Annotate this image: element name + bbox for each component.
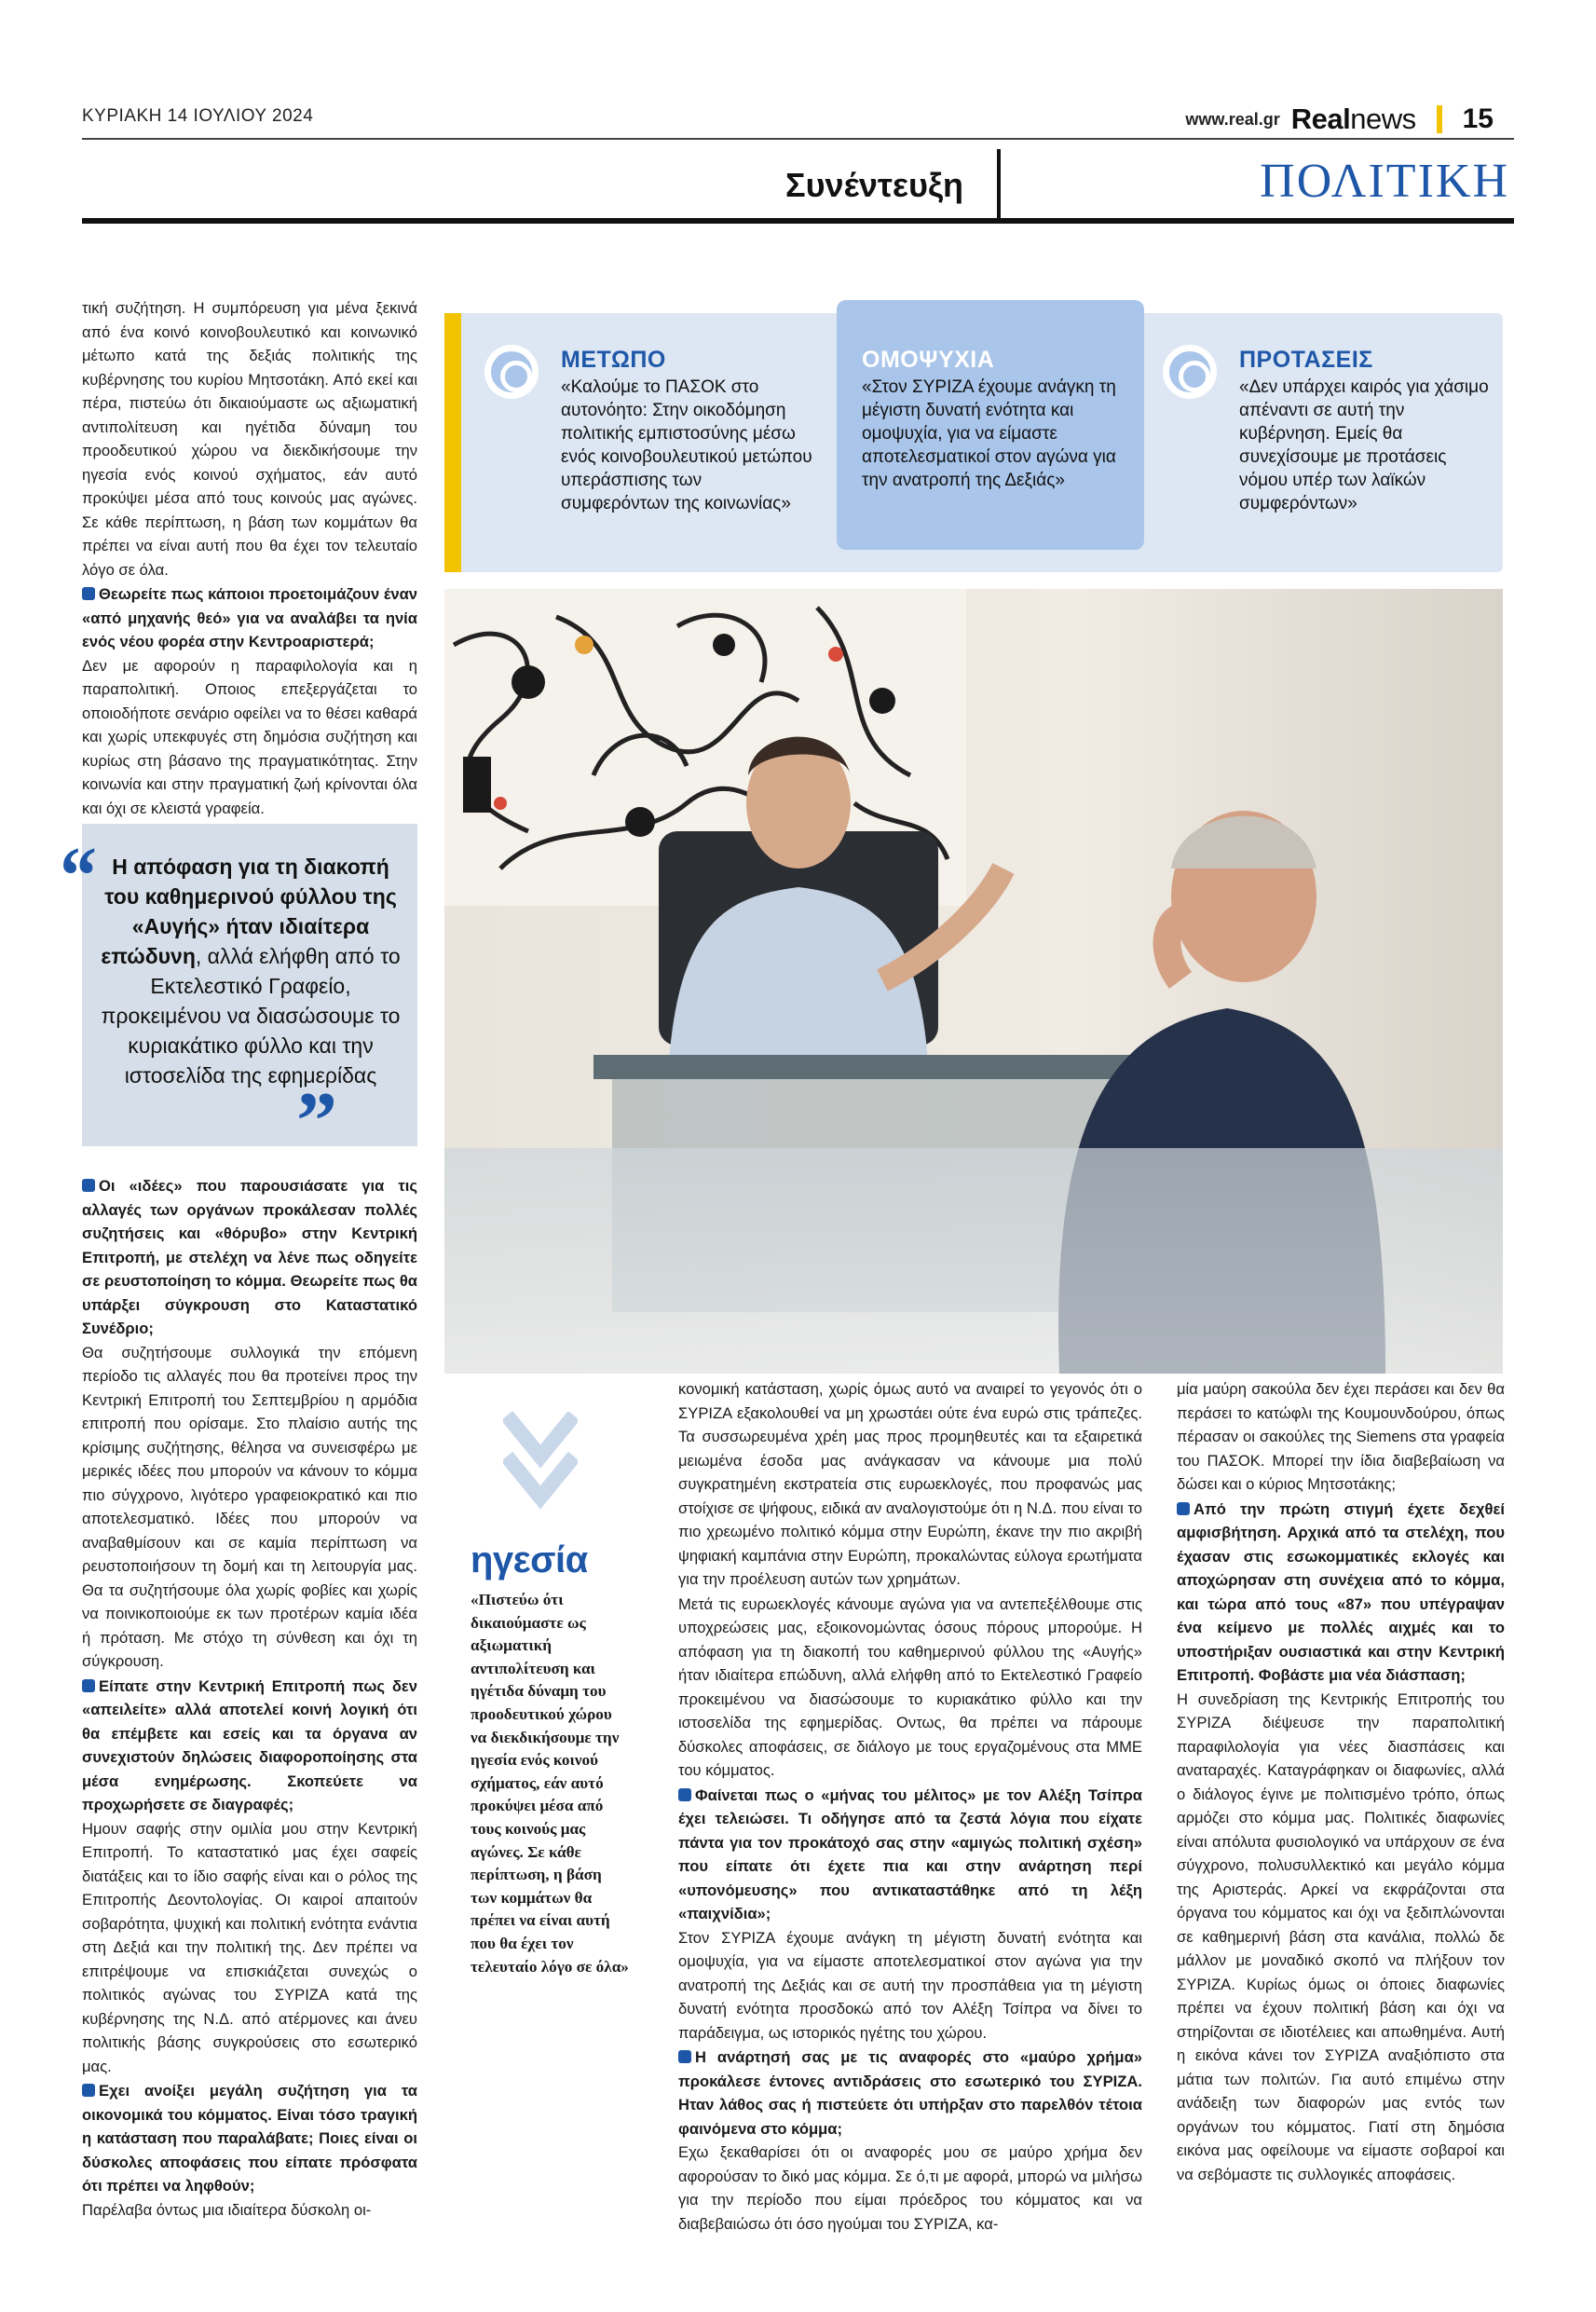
highlight-omopsychia	[862, 347, 1132, 492]
leadership-title: ηγεσία	[471, 1539, 588, 1580]
interview-question	[1177, 1498, 1505, 1688]
answer-paragraph: Δεν με αφορούν η παραφιλολογία και η παραπολιτική. Οποιος επεξεργάζεται το οποιοδήποτε σενάριο οφείλει να το θέσει καθαρά και χωρίς υπεκφυγές στη δημόσια συζήτηση και κυρίως στη βάσανο της πραγματικότητας. Στην κοινωνία και στην πραγματική ζωή κρίνονται όλα και όχι σε κλειστά γραφεία.	[82, 656, 417, 817]
answer-paragraph: τική συζήτηση. Η συμπόρευση για μένα ξεκινά από ένα κοινό κοινοβουλευτικό και κοινωνικό μέτωπο κατά της δεξιάς πολιτικής της κυβέρνησης του κυρίου Μητσοτάκη. Από εκεί και πέρα, πιστεύω ότι δικαιούμαστε ως αξιωματική αντιπολίτευση και ηγέτιδα δύναμη του προοδευτικού χώρου να διεκδικήσουμε την ηγεσία ενός κοινού σχήματος, εάν αυτό προκύψει μέσα από τους κοινούς μας αγώνες. Σε κάθε περίπτωση, η βάση των κομμάτων θα πρέπει να είναι αυτή που θα έχει τον τελευταίο λόγο σε όλα.	[82, 299, 417, 579]
interview-question	[82, 582, 417, 654]
highlights-yellow-bar	[444, 313, 461, 572]
answer-paragraph: Θα συζητήσουμε συλλογικά την επόμενη περίοδο τις αλλαγές που θα προτείνει προς την Κεντρική Επιτροπή του Σεπτεμβρίου η αρμόδια επιτροπή που ορίσαμε. Στο πλαίσιο αυτής της κρίσιμης συζήτησης, θέλησα να συνεισφέρω με μερικές ιδέες που μπορούν να κάνουν το κόμμα πιο σύγχρονο, λιγότερο γραφειοκρατικό και πιο αποτελεσματικό. Ιδέες που μπορούν να αναβαθμίσουν και σε καμία περίπτωση να ρευστοποιήσουν τη δομή και τη λειτουργία μας. Θα τα συζητήσουμε όλα χωρίς φοβίες και χωρίς να ποινικοποιούμε εκ των προτέρων καμία ιδέα ή πρόταση. Με στόχο τη σύνθεση και όχι τη σύγκρουση.	[82, 1343, 417, 1670]
interview-photo-illustration	[444, 589, 1503, 1374]
answer-paragraph: μία μαύρη σακούλα δεν έχει περάσει και δεν θα περάσει το κατώφλι της Κουμουνδούρου, όπως πέρασαν οι σακούλες της Siemens στα γραφεία του ΠΑΣΟΚ. Μπορεί την ίδια διαβεβαίωση να δώσει και ο κύριος Μητσοτάκης;	[1177, 1380, 1505, 1493]
leadership-quote: «Πιστεύω ότι δικαιούμαστε ως αξιωματική αντιπολίτευση και ηγέτιδα δύναμη του προοδευτικού χώρου να διεκδικήσουμε την ηγεσία ενός κοινού σχήματος, εάν αυτό προκύψει μέσα από τους κοινούς μας αγώνες. Σε κάθε περίπτωση, η βάση των κομμάτων θα πρέπει να είναι αυτή που θα έχει τον τελευταίο λόγο σε όλα»	[471, 1591, 629, 1976]
page-number: 15	[1462, 103, 1494, 134]
pull-quote-regular: , αλλά ελήφθη από το Εκτελεστικό Γραφείο, προκειμένου να διασώσουμε το κυριακάτικο φύλλο και την ιστοσελίδα της εφημερίδας	[101, 944, 401, 1088]
question-text: Η ανάρτησή σας με τις αναφορές στο «μαύρο χρήμα» προκάλεσε έντονες αντιδράσεις στο εσωτερικό του ΣΥΡΙΖΑ. Ηταν λάθος σας ή πιστεύετε ότι υπήρξαν στο παρελθόν τέτοια φαινόμενα στο κόμμα;	[678, 2048, 1142, 2138]
logo-bold: Real	[1290, 103, 1351, 135]
answer-paragraph: Ημουν σαφής στην ομιλία μου στην Κεντρική Επιτροπή. Το καταστατικό μας έχει σαφείς διατάξεις και το ίδιο σαφής είναι και ο ρόλος της Επιτροπής Δεοντολογίας. Οι καιροί απαιτούν σοβαρότητα, ψυχική και πολιτική ενότητα ενάντια στη Δεξιά και την πολιτική της. Δεν πρέπει να επιτρέψουμε να επισκιάζεται συνεχώς ο πολιτικός αγώνας του ΣΥΡΙΖΑ κατά της κυβέρνησης της Ν.Δ. από ατέρμονες και άνευ πολιτικής βάσης συγκρούσεις στο εσωτερικό μας.	[82, 1819, 417, 2075]
answer-paragraph: Παρέλαβα όντως μια ιδιαίτερα δύσκολη οι-	[82, 2200, 372, 2219]
answer-paragraph: κονομική κατάσταση, χωρίς όμως αυτό να αναιρεί το γεγονός ότι ο ΣΥΡΙΖΑ εξακολουθεί να μη χρωστάει ούτε ένα ευρώ στις τράπεζες. Τα συσσωρευμένα χρέη μας προς προμηθευτές και τα εξαιρετικά μειωμένα έσοδα μας ανάγκασαν να κάνουμε μια πολύ συγκρατημένη εκστρατεία στις ευρωεκλογές, που προφανώς μας στοίχισε σε ψήφους, ειδικά αν αναλογιστούμε ότι η Ν.Δ. που είναι το πιο χρεωμένο πολιτικό κόμμα στην Ευρώπη, έκανε την πιο ακριβή ψηφιακή καμπάνια στην Ευρώπη, προκαλώντας εύλογα ερωτήματα για την προέλευση αυτών των χρημάτων.	[678, 1380, 1142, 1588]
question-bullet-icon	[82, 587, 95, 600]
column-2	[678, 1377, 1142, 2237]
column-3	[1177, 1377, 1505, 2187]
highlight-title: ΠΡΟΤΑΣΕΙΣ	[1239, 347, 1373, 373]
target-icon	[484, 345, 539, 399]
column-1-bottom	[82, 1174, 417, 2223]
close-quote-icon: ”	[296, 1076, 337, 1167]
question-bullet-icon	[82, 1679, 95, 1692]
highlight-text: «Καλούμε το ΠΑΣΟΚ στο αυτονόητο: Στην οικοδόμηση πολιτικής εμπιστοσύνης μέσω ενός κοινοβουλευτικού μετώπου υπεράσπισης των συμφερόντων της κοινωνίας»	[561, 377, 812, 513]
highlight-text: «Δεν υπάρχει καιρός για χάσιμο απέναντι σε αυτή την κυβέρνηση. Εμείς θα συνεχίσουμε με προτάσεις νόμου υπέρ των λαϊκών συμφερόντων»	[1239, 377, 1489, 513]
interview-label: Συνέντευξη	[785, 166, 963, 204]
interview-question	[82, 1675, 417, 1817]
highlight-protaseis	[1239, 347, 1491, 515]
logo-light: news	[1350, 103, 1416, 135]
section-rule	[82, 218, 1514, 224]
site-url[interactable]: www.real.gr	[1185, 109, 1280, 129]
interview-question	[678, 1784, 1142, 1926]
target-icon	[1163, 345, 1217, 399]
header-rule	[82, 138, 1514, 140]
answer-paragraph: Η συνεδρίαση της Κεντρικής Επιτροπής του ΣΥΡΙΖΑ διέψευσε την παραπολιτική παραφιλολογία για νέες διασπάσεις και αναταραχές. Καταγράφηκαν οι διαφωνίες, αλλά ο διάλογος έγινε με πολιτισμένο τρόπο, όπως αρμόζει στο κόμμα μας. Πολιτικές διαφωνίες είναι απόλυτα φυσιολογικό να υπάρχουν σε ένα σύγχρονο, πολυσυλλεκτικό και μεγάλο κόμμα της Αριστεράς. Αρκεί να εκφράζονται στα όργανα του κόμματος και όχι να ξεδιπλώνονται σε καθημερινή βάση στα κανάλια, πολλώ δε μάλλον με μοναδικό σκοπό να πλήξουν τον ΣΥΡΙΖΑ. Κυρίως όμως οι όποιες διαφωνίες πρέπει να έχουν πολιτική βάση και όχι να στηρίζονται σε ιδιοτέλειες και απωθημένα. Αυτή η εικόνα κάνει τον ΣΥΡΙΖΑ αναξιόπιστο στα μάτια των πολιτών. Για αυτό επιμένω στην ανάδειξη των διαφορών μας εντός των οργάνων του κόμματος. Γιατί στη δημόσια εικόνα μας οφείλουμε να είμαστε σοβαροί και να σεβόμαστε τις συλλογικές αποφάσεις.	[1177, 1690, 1505, 2183]
answer-paragraph: Εχω ξεκαθαρίσει ότι οι αναφορές μου σε μαύρο χρήμα δεν αφορούσαν το δικό μας κόμμα. Σε ό,τι με αφορά, μπορώ να μιλήσω για την περίοδο που είμαι πρόεδρος του κόμματος και να διαβεβαιώσω ότι όσο ηγούμαι του ΣΥΡΙΖΑ, κα-	[678, 2143, 1142, 2233]
answer-paragraph: Στον ΣΥΡΙΖΑ έχουμε ανάγκη τη μέγιστη δυνατή ενότητα και ομοψυχία, για να είμαστε αποτελεσματικοί στον αγώνα για την ανατροπή της Δεξιάς και σε αυτή την προσπάθεια για τη μέγιστη δυνατή ενότητα προσδοκώ από τον Αλέξη Τσίπρα να δίνει το παράδειγμα, ως ιστορικός ηγέτης του χώρου.	[678, 1928, 1142, 2042]
realnews-logo	[1291, 103, 1416, 136]
pull-quote-text	[97, 852, 404, 1090]
question-text: Από την πρώτη στιγμή έχετε δεχθεί αμφισβήτηση. Αρχικά από τα στελέχη, που έχασαν στις εσωκομματικές εκλογές και αποχώρησαν στη συνέχεια από το κόμμα, και τώρα από τους «87» που υπέγραψαν ένα κείμενο με πολλές αιχμές και το υποστήριξαν ουσιαστικά και στην Κεντρική Επιτροπή. Φοβάστε μια νέα διάσπαση;	[1177, 1499, 1505, 1684]
masthead-brand	[1185, 103, 1494, 136]
question-text: Φαίνεται πως ο «μήνας του μέλιτος» με τον Αλέξη Τσίπρα έχει τελειώσει. Τι οδήγησε από τα ζεστά λόγια που είχατε πάντα για τον προκάτοχό σας στην «αμιγώς πολιτική σχέση» που είπατε ότι έχετε πια και στην ανάρτηση περί «υπονόμευσης» που αντικαταστάθηκε από τη λέξη «παιχνίδια»;	[678, 1785, 1142, 1922]
question-text: Οι «ιδέες» που παρουσιάσατε για τις αλλαγές των οργάνων προκάλεσαν πολλές συζητήσεις και «θόρυβο» στην Κεντρική Επιτροπή, με στελέχη να λένε πως οδηγείτε σε ρευστοποίηση το κόμμα. Θεωρείτε πως θα υπάρξει σύγκρουση στο Καταστατικό Συνέδριο;	[82, 1177, 417, 1337]
column-1-top	[82, 296, 417, 821]
highlight-title: ΟΜΟΨΥΧΙΑ	[862, 347, 995, 373]
interview-photo	[444, 589, 1503, 1374]
issue-date: ΚΥΡΙΑΚΗ 14 ΙΟΥΛΙΟΥ 2024	[82, 106, 314, 126]
interview-question	[678, 2045, 1142, 2141]
answer-paragraph: Μετά τις ευρωεκλογές κάνουμε αγώνα για να αντεπεξέλθουμε στις υποχρεώσεις μας, εξοικονομώντας όσους πόρους μπορούμε. Η απόφαση για τη διακοπή του καθημερινού φύλλου της «Αυγής» ήταν ιδιαίτερα επώδυνη, αλλά ελήφθη από το Εκτελεστικό Γραφείο προκειμένου να διασώσουμε το κυριακάτικο φύλλο και την ιστοσελίδα της εφημερίδας. Οντως, θα πρέπει να πάρουμε δύσκολες αποφάσεις, σε διάλογο με τους εργαζομένους στα ΜΜΕ του κόμματος.	[678, 1594, 1142, 1779]
pull-quote-bold: Η απόφαση για τη διακοπή του καθημερινού φύλλου της «Αυγής» ήταν ιδιαίτερα επώδυνη	[101, 855, 397, 968]
interview-question	[82, 1174, 417, 1341]
question-bullet-icon	[82, 1179, 95, 1192]
open-quote-icon: “	[60, 831, 97, 922]
highlight-metopo	[561, 347, 812, 515]
interview-question	[82, 2079, 417, 2198]
question-text: Εχει ανοίξει μεγάλη συζήτηση για τα οικονομικά του κόμματος. Είναι τόσο τραγική η κατάσταση που παραλάβατε; Ποιες είναι οι δύσκολες αποφάσεις που είπατε πρόσφατα ότι πρέπει να ληφθούν;	[82, 2082, 417, 2195]
question-text: Είπατε στην Κεντρική Επιτροπή πως δεν «απειλείτε» αλλά αποτελεί κοινή λογική ότι θα επέμβετε και εσείς και τα όργανα αν συνεχιστούν δηλώσεις διαφοροποίησης στα μέσα ενημέρωσης. Σκοπεύετε να προχωρήσετε σε διαγραφές;	[82, 1676, 417, 1813]
question-bullet-icon	[678, 1788, 691, 1801]
header-divider	[997, 149, 1001, 218]
yellow-separator	[1437, 105, 1442, 133]
question-text: Θεωρείτε πως κάποιοι προετοιμάζουν έναν «από μηχανής θεό» για να αναλάβει τα ηνία ενός νέου φορέα στην Κεντροαριστερά;	[82, 585, 417, 650]
section-title: ΠΟΛΙΤΙΚΗ	[1260, 155, 1509, 208]
highlight-title: ΜΕΤΩΠΟ	[561, 347, 666, 373]
chevron-down-icon	[503, 1412, 578, 1533]
question-bullet-icon	[1177, 1502, 1190, 1515]
question-bullet-icon	[678, 2050, 691, 2063]
question-bullet-icon	[82, 2084, 95, 2097]
highlight-text: «Στον ΣΥΡΙΖΑ έχουμε ανάγκη τη μέγιστη δυνατή ενότητα και ομοψυχία, για να είμαστε αποτελεσματικοί στον αγώνα για την ανατροπή της Δεξιάς»	[862, 377, 1116, 490]
